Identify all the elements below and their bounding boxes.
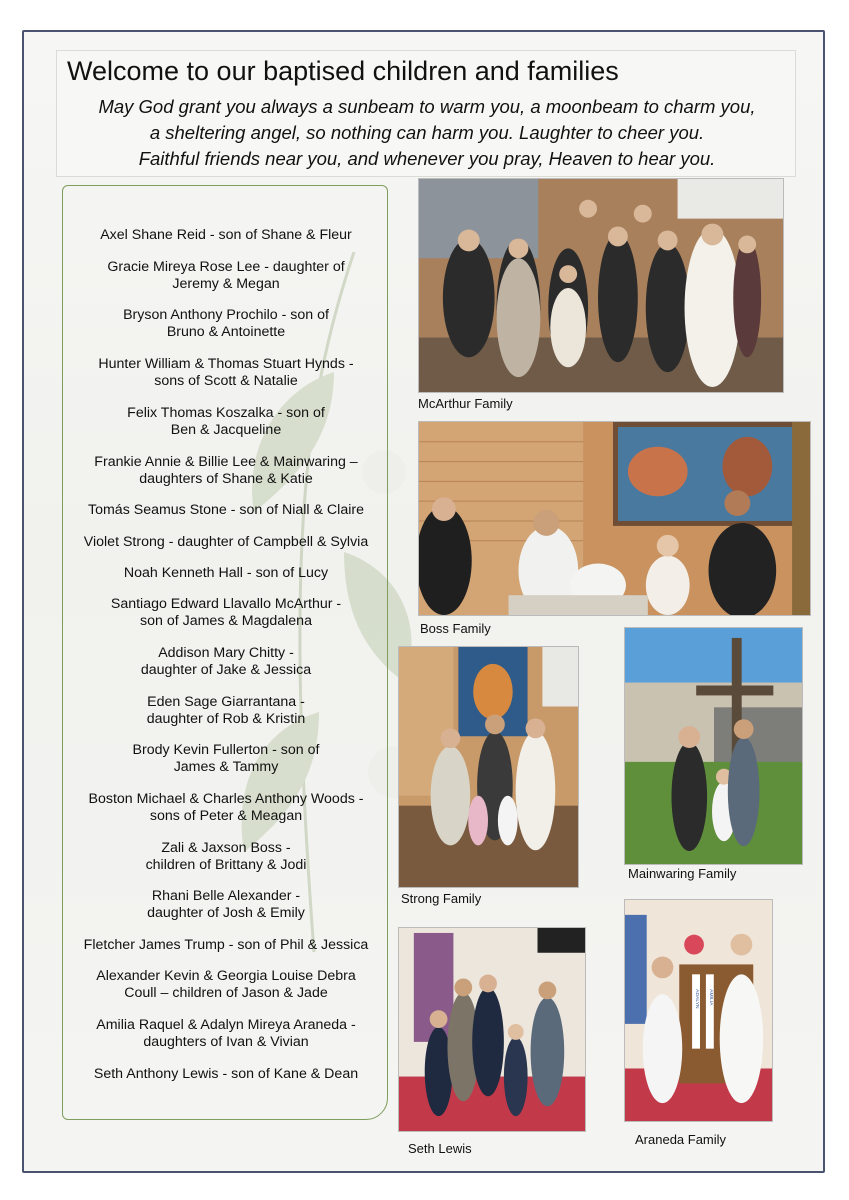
blessing-line: Faithful friends near you, and whenever you pray, Heaven to hear you. bbox=[138, 148, 716, 169]
child-entry: Noah Kenneth Hall - son of Lucy bbox=[123, 565, 329, 581]
mcarthur-family-caption: McArthur Family bbox=[418, 396, 513, 411]
strong-family-photo bbox=[398, 646, 579, 888]
mcarthur-family-photo bbox=[418, 178, 784, 393]
child-entry: Tomás Seamus Stone - son of Niall & Claire bbox=[88, 502, 364, 518]
child-entry: Seth Anthony Lewis - son of Kane & Dean bbox=[93, 1066, 359, 1082]
child-entry: Eden Sage Giarrantana - daughter of Rob & Kristin bbox=[146, 694, 306, 727]
seth-lewis-photo bbox=[398, 927, 586, 1132]
blessing-text bbox=[57, 94, 797, 172]
child-entry: Felix Thomas Koszalka - son of Ben & Jacqueline bbox=[127, 405, 325, 438]
mainwaring-family-photo bbox=[624, 627, 803, 865]
child-entry: Addison Mary Chitty - daughter of Jake & Jessica bbox=[140, 645, 312, 678]
welcome-header bbox=[56, 50, 796, 177]
blessing-line: a sheltering angel, so nothing can harm you. Laughter to cheer you. bbox=[149, 122, 705, 143]
baptised-children-list bbox=[62, 185, 388, 1120]
child-entry: Fletcher James Trump - son of Phil & Jessica bbox=[83, 937, 369, 953]
page-title: Welcome to our baptised children and families bbox=[67, 56, 619, 86]
stole-text-right: AMILIA bbox=[707, 989, 713, 1006]
araneda-family-caption: Araneda Family bbox=[635, 1132, 727, 1147]
blessing-line: May God grant you always a sunbeam to warm you, a moonbeam to charm you, bbox=[98, 96, 756, 117]
child-entry: Gracie Mireya Rose Lee - daughter of Jeremy & Megan bbox=[107, 259, 345, 292]
child-entry: Frankie Annie & Billie Lee & Mainwaring – daughters of Shane & Katie bbox=[94, 454, 358, 487]
child-entry: Boston Michael & Charles Anthony Woods - sons of Peter & Meagan bbox=[88, 791, 364, 824]
araneda-family-photo bbox=[624, 899, 773, 1122]
child-entry: Violet Strong - daughter of Campbell & Sylvia bbox=[83, 534, 369, 550]
child-entry: Bryson Anthony Prochilo - son of Bruno & Antoinette bbox=[123, 307, 329, 340]
child-entry: Rhani Belle Alexander - daughter of Josh & Emily bbox=[147, 888, 305, 921]
child-entry: Hunter William & Thomas Stuart Hynds - sons of Scott & Natalie bbox=[98, 356, 354, 389]
child-entry: Amilia Raquel & Adalyn Mireya Araneda - daughters of Ivan & Vivian bbox=[96, 1017, 356, 1050]
boss-family-caption: Boss Family bbox=[420, 621, 491, 636]
stole-text-left: ADALYN bbox=[694, 989, 700, 1009]
child-entry: Santiago Edward Llavallo McArthur - son of James & Magdalena bbox=[110, 596, 342, 629]
child-entry: Brody Kevin Fullerton - son of James & Tammy bbox=[132, 742, 320, 775]
child-entry: Axel Shane Reid - son of Shane & Fleur bbox=[100, 227, 352, 243]
child-entry: Zali & Jaxson Boss - children of Brittany & Jodi bbox=[145, 840, 307, 873]
boss-family-photo bbox=[418, 421, 811, 616]
child-entry: Alexander Kevin & Georgia Louise Debra Coull – children of Jason & Jade bbox=[96, 968, 356, 1001]
seth-lewis-caption: Seth Lewis bbox=[408, 1141, 472, 1156]
mainwaring-family-caption: Mainwaring Family bbox=[628, 866, 737, 881]
strong-family-caption: Strong Family bbox=[401, 891, 482, 906]
